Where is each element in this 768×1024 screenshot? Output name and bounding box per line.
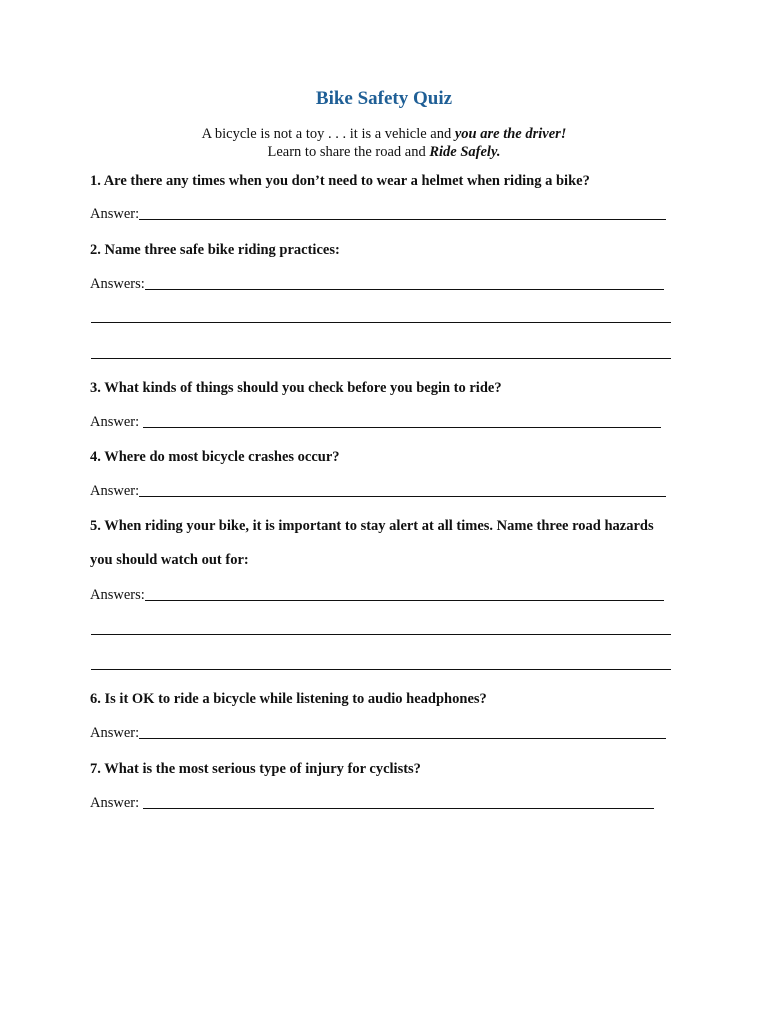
answer-label: Answers: (90, 587, 145, 603)
answer-field-2[interactable] (90, 276, 664, 293)
answer-label: Answer: (90, 795, 143, 811)
question-7: 7. What is the most serious type of injury for cyclists? (90, 761, 421, 777)
intro-emphasis: you are the driver! (454, 126, 567, 142)
answer-line[interactable] (143, 426, 661, 428)
question-3: 3. What kinds of things should you check before you begin to ride? (90, 380, 502, 396)
answer-line[interactable] (139, 495, 666, 497)
answer-line[interactable] (145, 288, 664, 290)
answer-field-5[interactable] (90, 587, 664, 604)
answer-line[interactable] (143, 807, 654, 809)
answer-field-3[interactable] (90, 414, 661, 431)
question-1: 1. Are there any times when you don’t need to wear a helmet when riding a bike? (90, 173, 590, 189)
intro-line-2 (0, 144, 768, 161)
answer-line[interactable] (139, 218, 666, 220)
answer-label: Answers: (90, 276, 145, 292)
intro-emphasis: Ride Safely. (429, 144, 501, 160)
intro-text: A bicycle is not a toy . . . it is a vehicle and (201, 126, 455, 142)
question-5-continued: you should watch out for: (90, 552, 249, 568)
question-2: 2. Name three safe bike riding practices: (90, 242, 340, 258)
answer-field-7[interactable] (90, 795, 654, 812)
question-4: 4. Where do most bicycle crashes occur? (90, 449, 340, 465)
answer-line-extra[interactable] (91, 669, 671, 670)
question-6: 6. Is it OK to ride a bicycle while listening to audio headphones? (90, 691, 487, 707)
answer-field-6[interactable] (90, 725, 666, 742)
answer-label: Answer: (90, 725, 140, 741)
answer-line[interactable] (139, 737, 666, 739)
answer-line-extra[interactable] (91, 358, 671, 359)
page-title: Bike Safety Quiz (315, 88, 453, 109)
answer-label: Answer: (90, 483, 140, 499)
intro-line-1 (0, 126, 768, 143)
question-5: 5. When riding your bike, it is important to stay alert at all times. Name three road hazards (90, 518, 654, 534)
answer-label: Answer: (90, 206, 140, 222)
answer-field-4[interactable] (90, 483, 666, 500)
answer-line-extra[interactable] (91, 634, 671, 635)
answer-field-1[interactable] (90, 206, 666, 223)
intro-text: Learn to share the road and (267, 144, 430, 160)
answer-line[interactable] (145, 599, 664, 601)
answer-line-extra[interactable] (91, 322, 671, 323)
answer-label: Answer: (90, 414, 143, 430)
